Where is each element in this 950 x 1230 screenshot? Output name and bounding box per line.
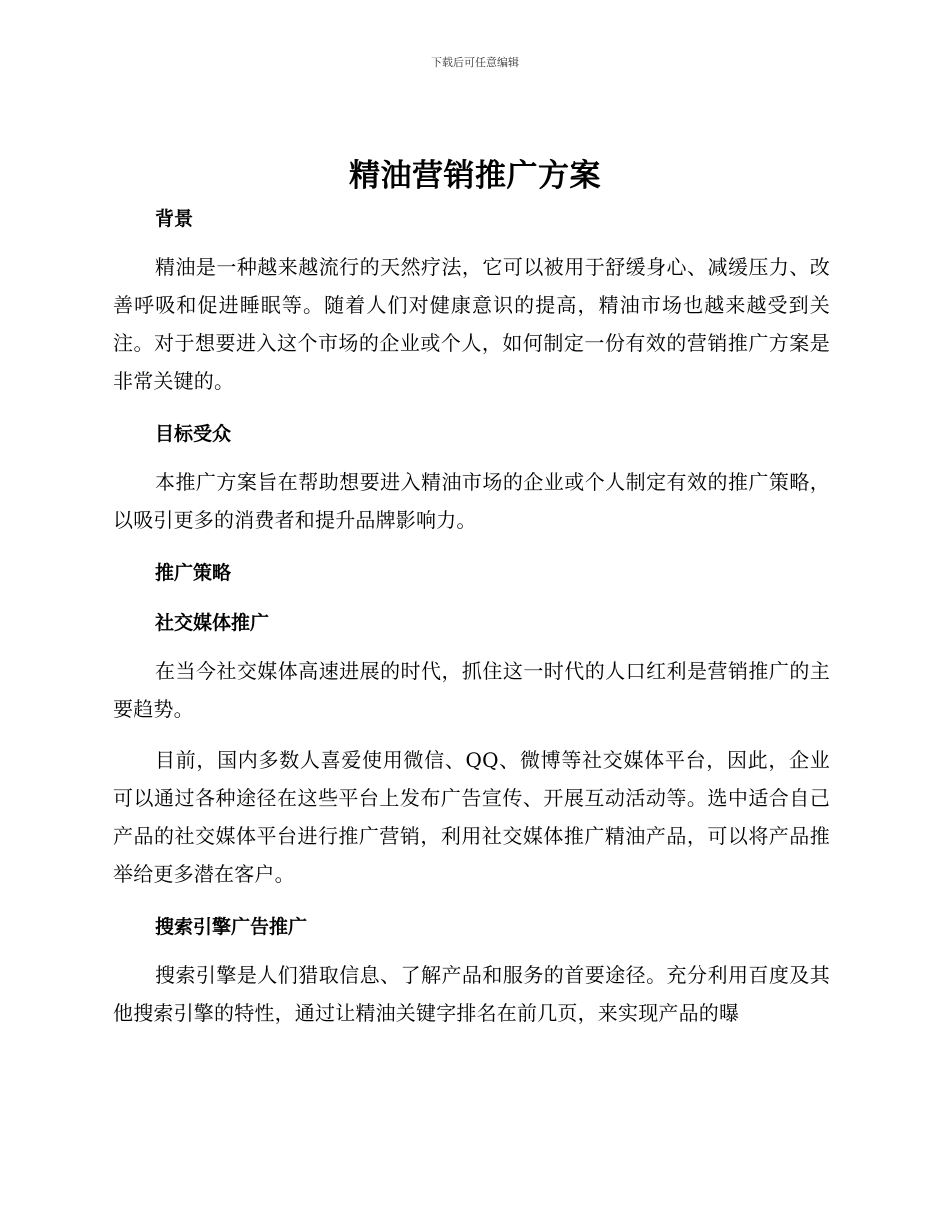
paragraph-social-media-2: 目前，国内多数人喜爱使用微信、QQ、微博等社交媒体平台，因此，企业可以通过各种途径在这些平台上发布广告宣传、开展互动活动等。选中适合自己产品的社交媒体平台进行推广营销，利用社交媒体推广精油产品，可以将产品推举给更多潜在客户。 bbox=[113, 748, 830, 886]
paragraph-background: 精油是一种越来越流行的天然疗法，它可以被用于舒缓身心、减缓压力、改善呼吸和促进睡眠等。随着人们对健康意识的提高，精油市场也越来越受到关注。对于想要进入这个市场的企业或个人，如何制定一份有效的营销推广方案是非常关键的。 bbox=[113, 255, 830, 393]
document-body bbox=[113, 198, 830, 1032]
section-heading-background: 背景 bbox=[155, 208, 194, 230]
paragraph-audience: 本推广方案旨在帮助想要进入精油市场的企业或个人制定有效的推广策略，以吸引更多的消费者和提升品牌影响力。 bbox=[113, 470, 830, 532]
paragraph-social-media-1: 在当今社交媒体高速进展的时代，抓住这一时代的人口红利是营销推广的主要趋势。 bbox=[113, 659, 830, 721]
section-heading-social-media: 社交媒体推广 bbox=[155, 612, 270, 634]
section-heading-audience: 目标受众 bbox=[155, 423, 232, 445]
paragraph-search-engine: 搜索引擎是人们猎取信息、了解产品和服务的首要途径。充分利用百度及其他搜索引擎的特性，通过让精油关键字排名在前几页，来实现产品的曝 bbox=[113, 963, 830, 1025]
section-heading-strategy: 推广策略 bbox=[155, 562, 232, 584]
document-title: 精油营销推广方案 bbox=[349, 158, 601, 194]
page-header-note: 下载后可任意编辑 bbox=[431, 56, 519, 69]
section-heading-search-engine: 搜索引擎广告推广 bbox=[155, 916, 308, 938]
